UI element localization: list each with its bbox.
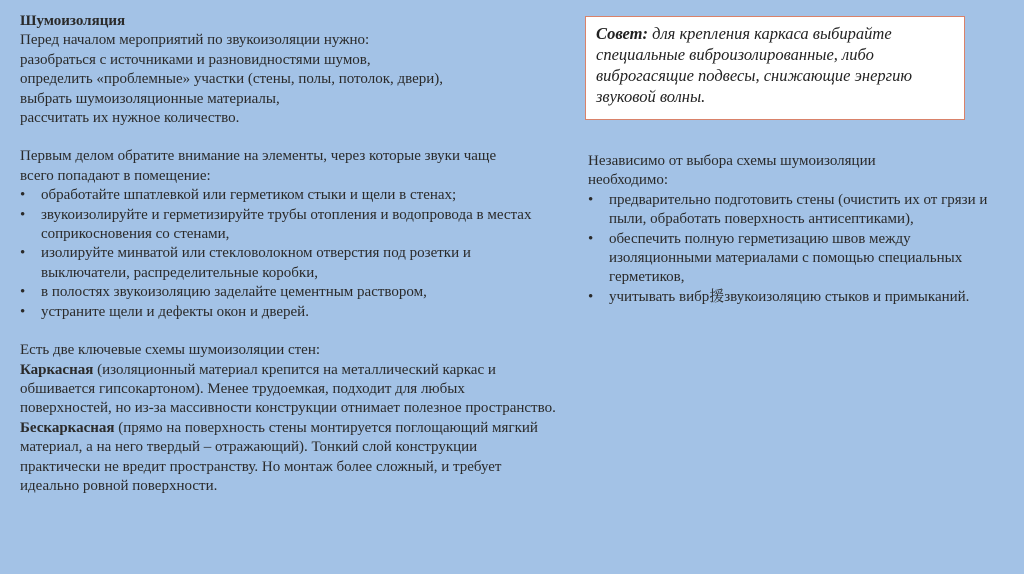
intro-line: Перед началом мероприятий по звукоизоляции нужно: — [20, 32, 370, 49]
scheme-frameless-text: (прямо на поверхность стены монтируется поглощающий мягкий материал, а на него твердый – отражающий). Тонкий слой конструкции практически не вредит пространству. Но монтаж более сложный, и требует идеально ровной поверхности. — [20, 419, 538, 494]
scheme-frame-text: (изоляционный материал крепится на металлический каркас и обшивается гипсокартоном). Менее трудоемкая, подходит для любых поверхностей, но из-за массивности конструкции отнимает полезное пространство. — [20, 361, 556, 417]
bullet-icon: • — [588, 288, 594, 305]
list-item: • устраните щели и дефекты окон и дверей. — [20, 303, 560, 322]
bullet-icon: • — [588, 230, 594, 247]
intro-line: рассчитать их нужное количество. — [20, 110, 240, 127]
tip-box — [585, 16, 965, 120]
bullet-icon: • — [588, 191, 594, 208]
section-heading: Шумоизоляция — [20, 13, 126, 29]
scheme-frameless — [20, 419, 560, 497]
list-item: • учитывать вибр援звукоизоляцию стыков и примыканий. — [588, 288, 1008, 307]
list-item: • изолируйте минватой или стекловолокном отверстия под розетки и выключатели, распределительные коробки, — [20, 245, 471, 281]
bullet-icon: • — [20, 303, 26, 320]
elements-block — [20, 147, 560, 322]
tip-label: Совет: — [596, 24, 648, 43]
requirements-list — [588, 191, 1008, 307]
list-item: • в полостях звукоизоляцию заделайте цементным раствором, — [20, 283, 560, 302]
schemes-block — [20, 341, 560, 496]
intro-block — [20, 12, 560, 128]
scheme-frameless-title: Бескаркасная — [20, 419, 115, 436]
list-item: • обработайте шпатлевкой или герметиком стыки и щели в стенах; — [20, 186, 560, 205]
scheme-frame — [20, 361, 560, 419]
intro-line: разобраться с источниками и разновидностями шумов, — [20, 51, 371, 68]
requirements-lead: Независимо от выбора схемы шумоизоляции необходимо: — [588, 153, 876, 189]
bullet-icon: • — [20, 187, 26, 204]
scheme-frame-title: Каркасная — [20, 361, 94, 378]
elements-lead: Первым делом обратите внимание на элементы, через которые звуки чаще всего попадают в помещение: — [20, 148, 497, 184]
bullet-icon: • — [20, 245, 26, 262]
bullet-icon: • — [20, 284, 26, 301]
right-column — [588, 152, 1008, 307]
bullet-icon: • — [20, 206, 26, 223]
list-item: • звукоизолируйте и герметизируйте трубы отопления и водопровода в местах соприкосновения со стенами, — [20, 206, 532, 243]
list-item: • обеспечить полную герметизацию швов между изоляционными материалами с помощью специальных герметиков, — [588, 230, 963, 286]
intro-line: выбрать шумоизоляционные материалы, — [20, 90, 280, 107]
elements-list — [20, 186, 560, 322]
intro-line: определить «проблемные» участки (стены, полы, потолок, двери), — [20, 71, 444, 88]
schemes-lead: Есть две ключевые схемы шумоизоляции стен: — [20, 342, 321, 359]
tip-text: для крепления каркаса выбирайте специальные виброизолированные, либо виброгасящие подвесы, снижающие энергию звуковой волны. — [596, 24, 912, 106]
list-item: • предварительно подготовить стены (очистить их от грязи и пыли, обработать поверхность антисептиками), — [588, 191, 988, 228]
left-column — [20, 12, 560, 496]
